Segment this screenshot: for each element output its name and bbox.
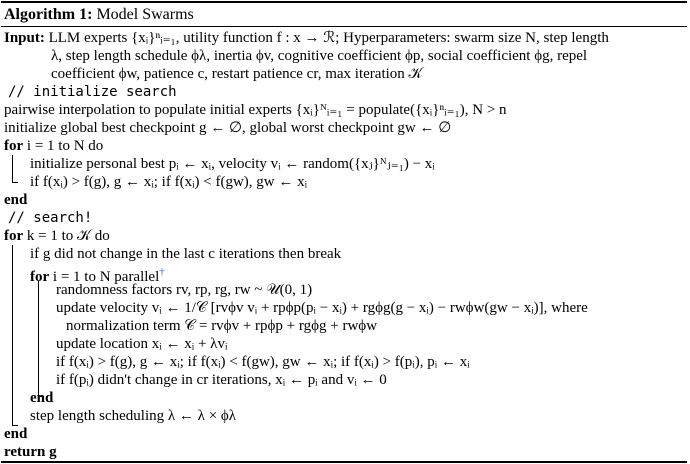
- for-keyword-2: for: [4, 228, 24, 244]
- init-personal-line: initialize personal best pᵢ ← xᵢ, velocity vᵢ ← random({xⱼ}ᴺⱼ₌₁) − xᵢ: [30, 156, 435, 172]
- pairwise-line: pairwise interpolation to populate initial experts {xᵢ}ᴺᵢ₌₁ = populate({xᵢ}ⁿᵢ₌₁), N > n: [4, 102, 507, 118]
- bottom-rule: [1, 461, 687, 463]
- if-restart-line: if f(pᵢ) didn't change in cr iterations, xᵢ ← pᵢ and vᵢ ← 0: [56, 372, 387, 388]
- end-line-3: end: [30, 390, 54, 406]
- dagger-footnote-mark: †: [159, 266, 165, 278]
- input-line-2: λ, step length schedule ϕλ, inertia ϕv, cognitive coefficient ϕp, social coefficient ϕg, repel: [51, 48, 588, 64]
- top-rule: [1, 1, 687, 3]
- end-line-2: end: [4, 426, 28, 442]
- if-update-line-2: if f(xᵢ) > f(g), g ← xᵢ; if f(xᵢ) < f(gw), gw ← xᵢ; if f(xᵢ) > f(pᵢ), pᵢ ← xᵢ: [56, 354, 470, 370]
- title-rule: [1, 26, 687, 27]
- normalization-line: normalization term 𝒞 = rvϕv + rpϕp + rgϕg + rwϕw: [66, 318, 378, 334]
- for-loop-2: [4, 227, 110, 245]
- loop-bar-2: [12, 245, 13, 425]
- algorithm-title: [4, 5, 194, 24]
- if-break-line: if g did not change in the last c iterations then break: [30, 246, 342, 262]
- for-loop-1: [4, 137, 103, 155]
- init-global-line: initialize global best checkpoint g ← ∅, global worst checkpoint gw ← ∅: [4, 120, 452, 136]
- randomness-line: randomness factors rv, rp, rg, rw ~ 𝒰(0, 1): [56, 282, 313, 298]
- loop-bar-3: [38, 281, 39, 396]
- update-velocity-line: update velocity vᵢ ← 1/𝒞 [rvϕv vᵢ + rpϕp(pᵢ − xᵢ) + rgϕg(g − xᵢ) − rwϕw(gw − xᵢ)], where: [56, 300, 588, 316]
- algorithm-name: Model Swarms: [96, 6, 194, 23]
- update-location-line: update location xᵢ ← xᵢ + λvᵢ: [56, 336, 228, 352]
- return-line: return g: [4, 444, 57, 460]
- step-schedule-line: step length scheduling λ ← λ × ϕλ: [30, 408, 237, 424]
- algorithm-label: Algorithm 1:: [4, 6, 93, 23]
- if-update-line-1: if f(xᵢ) > f(g), g ← xᵢ; if f(xᵢ) < f(gw), gw ← xᵢ: [30, 174, 308, 190]
- for-header-2: k = 1 to 𝒦 do: [26, 228, 110, 244]
- loop-bar-1: [12, 155, 13, 182]
- end-line-1: end: [4, 192, 28, 208]
- comment-initialize: // initialize search: [8, 84, 177, 100]
- for-header-3: i = 1 to N parallel: [52, 269, 160, 285]
- input-line-1: [4, 29, 609, 47]
- loop-tick-1: [12, 182, 18, 183]
- input-line-3: coefficient ϕw, patience c, restart patience cr, max iteration 𝒦: [51, 66, 423, 82]
- for-header-1: i = 1 to N do: [26, 138, 104, 154]
- input-text-1: LLM experts {xᵢ}ⁿᵢ₌₁, utility function f : x → ℛ; Hyperparameters: swarm size N, step length: [48, 30, 609, 46]
- input-keyword: Input:: [4, 30, 45, 46]
- comment-search: // search!: [8, 210, 93, 226]
- for-keyword-3: for: [30, 269, 50, 285]
- for-keyword-1: for: [4, 138, 24, 154]
